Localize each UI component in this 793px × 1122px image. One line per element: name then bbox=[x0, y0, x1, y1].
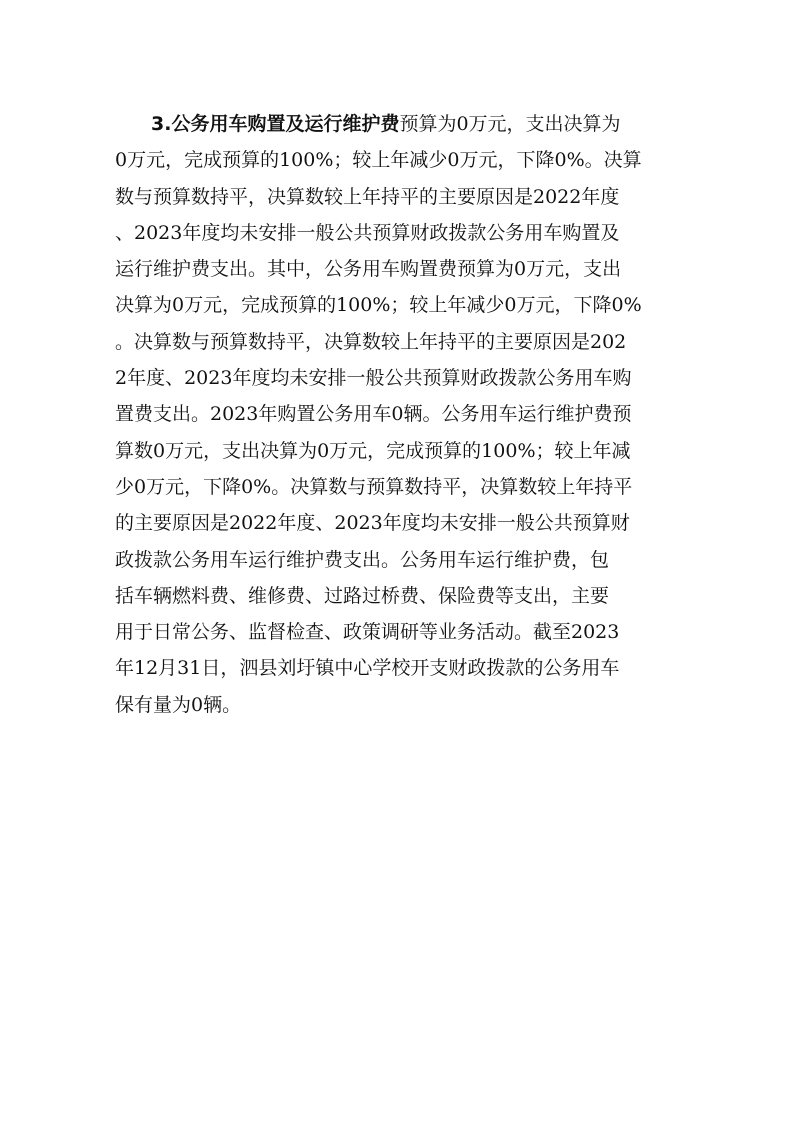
paragraph-line: 用于日常公务、监督检查、政策调研等业务活动。截至2023 bbox=[115, 621, 620, 644]
paragraph-line: 。决算数与预算数持平，决算数较上年持平的主要原因是202 bbox=[115, 330, 627, 353]
paragraph-line: 政拨款公务用车运行维护费支出。公务用车运行维护费，包 bbox=[115, 548, 610, 571]
paragraph-line: 0万元，完成预算的100%；较上年减少0万元，下降0%。决算 bbox=[115, 149, 642, 172]
section-heading: 3.公务用车购置及运行维护费 bbox=[151, 113, 400, 135]
paragraph-line: 括车辆燃料费、维修费、过路过桥费、保险费等支出，主要 bbox=[115, 584, 610, 607]
paragraph-line: 保有量为0辆。 bbox=[115, 693, 242, 716]
line-text: 预算为0万元，支出决算为 bbox=[399, 113, 621, 135]
paragraph-line: 数与预算数持平，决算数较上年持平的主要原因是2022年度 bbox=[115, 185, 620, 208]
paragraph bbox=[115, 106, 687, 723]
paragraph-line: 置费支出。2023年购置公务用车0辆。公务用车运行维护费预 bbox=[115, 403, 632, 426]
paragraph-line: 、2023年度均未安排一般公共预算财政拨款公务用车购置及 bbox=[115, 221, 620, 244]
paragraph-line: 的主要原因是2022年度、2023年度均未安排一般公共预算财 bbox=[115, 512, 630, 535]
paragraph-line: 运行维护费支出。其中，公务用车购置费预算为0万元，支出 bbox=[115, 258, 622, 281]
paragraph-line: 算数0万元，支出决算为0万元，完成预算的100%；较上年减 bbox=[115, 439, 631, 462]
paragraph-line: 少0万元，下降0%。决算数与预算数持平，决算数较上年持平 bbox=[115, 475, 633, 498]
paragraph-line bbox=[115, 106, 687, 142]
paragraph-line: 年12月31日，泗县刘圩镇中心学校开支财政拨款的公务用车 bbox=[115, 657, 620, 680]
paragraph-line: 2年度、2023年度均未安排一般公共预算财政拨款公务用车购 bbox=[115, 367, 632, 390]
paragraph-line: 决算为0万元，完成预算的100%；较上年减少0万元，下降0% bbox=[115, 294, 642, 317]
